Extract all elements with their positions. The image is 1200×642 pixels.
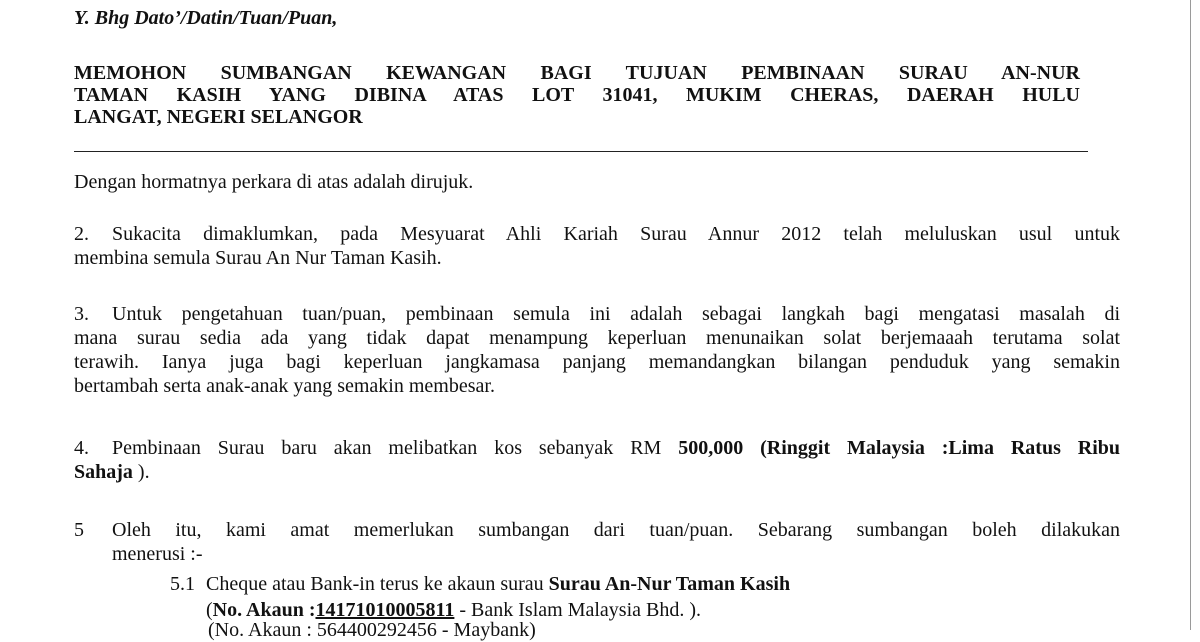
cost-in-words: (Ringgit Malaysia :Lima Ratus Ribu xyxy=(760,437,1121,459)
paragraph-3 xyxy=(74,302,1120,398)
open-paren: ( xyxy=(206,599,213,621)
cost-in-words-end: Sahaja xyxy=(74,461,133,483)
paragraph-5-line-1: Oleh itu, kami amat memerlukan sumbangan dari tuan/puan. Sebarang sumbangan boleh dilakukan xyxy=(112,519,1120,541)
account-number: 14171010005811 xyxy=(315,599,455,621)
paragraph-3-line-3: terawih. Ianya juga bagi keperluan jangkamasa panjang memandangkan bilangan penduduk yang semakin xyxy=(74,351,1120,373)
paragraph-4-close: ). xyxy=(132,461,150,483)
paragraph-2 xyxy=(74,222,1120,270)
page-right-edge xyxy=(1190,0,1191,630)
paragraph-4 xyxy=(74,436,1120,484)
paragraph-3-line-2: mana surau sedia ada yang tidak dapat menampung keperluan menunaikan solat berjemaaah terutama solat xyxy=(74,327,1120,349)
opening-text: Dengan hormatnya perkara di atas adalah dirujuk. xyxy=(74,171,474,193)
subject-divider xyxy=(74,151,1088,152)
paragraph-2-text-1: Sukacita dimaklumkan, pada Mesyuarat Ahli Kariah Surau Annur 2012 telah meluluskan usul untuk xyxy=(112,223,1120,245)
letter-subject xyxy=(74,62,1080,128)
paragraph-4-line-2 xyxy=(74,460,1120,484)
sub-item-number: 5.1 xyxy=(170,573,195,595)
paragraph-number: 3. xyxy=(74,303,89,325)
paragraph-5 xyxy=(74,518,1120,566)
paragraph-number: 5 xyxy=(74,519,84,541)
salutation: Y. Bhg Dato’/Datin/Tuan/Puan, xyxy=(74,7,338,29)
subject-line-1: MEMOHON SUMBANGAN KEWANGAN BAGI TUJUAN PEMBINAAN SURAU AN-NUR xyxy=(74,62,1080,84)
paragraph-3-text-1: Untuk pengetahuan tuan/puan, pembinaan semula ini adalah sebagai langkah bagi mengatasi masalah di xyxy=(112,303,1120,325)
paragraph-2-line-1 xyxy=(74,222,1120,246)
paragraph-2-line-2: membina semula Surau An Nur Taman Kasih. xyxy=(74,247,442,269)
bank-name: - Bank Islam Malaysia Bhd. ). xyxy=(454,599,702,621)
sub-item-5-1 xyxy=(170,572,790,596)
opening-paragraph xyxy=(74,170,1120,194)
paragraph-4-text: Pembinaan Surau baru akan melibatkan kos sebanyak RM xyxy=(112,437,679,459)
cost-amount: 500,000 xyxy=(678,437,744,459)
paragraph-number: 2. xyxy=(74,223,89,245)
account-label: No. Akaun : xyxy=(212,599,316,621)
paragraph-5-line-2: menerusi :- xyxy=(112,543,203,565)
payee-name: Surau An-Nur Taman Kasih xyxy=(548,573,791,595)
paragraph-3-line-1 xyxy=(74,302,1120,326)
paragraph-3-line-4: bertambah serta anak-anak yang semakin membesar. xyxy=(74,375,495,397)
sub-item-text: Cheque atau Bank-in terus ke akaun surau xyxy=(206,573,549,595)
paragraph-4-line-1 xyxy=(74,436,1120,460)
clipped-account-line: (No. Akaun : 564400292456 - Maybank) xyxy=(208,619,536,641)
subject-line-3: LANGAT, NEGERI SELANGOR xyxy=(74,106,363,128)
paragraph-number: 4. xyxy=(74,437,89,459)
subject-line-2: TAMAN KASIH YANG DIBINA ATAS LOT 31041, MUKIM CHERAS, DAERAH HULU xyxy=(74,84,1080,106)
